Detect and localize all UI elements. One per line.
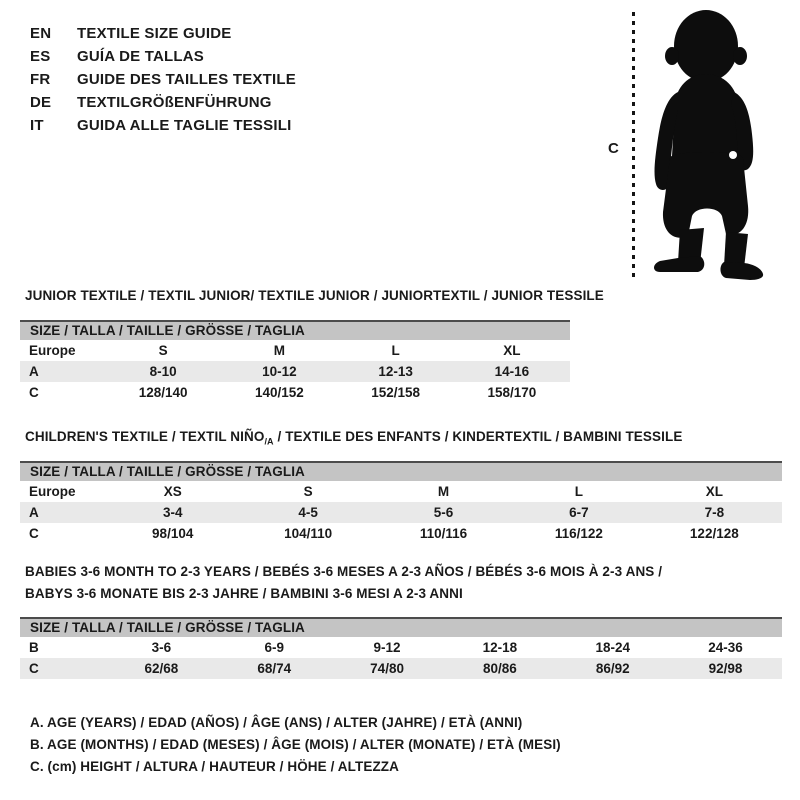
row-label: C bbox=[29, 661, 39, 676]
cell: 74/80 bbox=[370, 661, 404, 676]
table-row bbox=[20, 382, 570, 403]
cell: L bbox=[391, 343, 400, 358]
cell: 158/170 bbox=[487, 385, 537, 400]
cell: 110/116 bbox=[419, 526, 468, 541]
language-code: IT bbox=[30, 117, 44, 134]
cell: 9-12 bbox=[373, 640, 401, 655]
children-size-table bbox=[20, 461, 782, 544]
babies-size-table bbox=[20, 617, 782, 679]
row-label: A bbox=[29, 505, 39, 520]
cell: S bbox=[303, 484, 313, 499]
row-label: A bbox=[29, 364, 39, 379]
row-label: Europe bbox=[29, 343, 76, 358]
note-c: C. (cm) HEIGHT / ALTURA / HAUTEUR / HÖHE / ALTEZZA bbox=[30, 759, 399, 774]
table-row bbox=[20, 502, 782, 523]
children-section-title bbox=[25, 429, 682, 447]
cell: 10-12 bbox=[262, 364, 297, 379]
language-title: TEXTILGRÖßENFÜHRUNG bbox=[77, 94, 272, 111]
cell: 3-4 bbox=[162, 505, 183, 520]
cell: 98/104 bbox=[152, 526, 194, 541]
height-dotted-line bbox=[632, 12, 635, 278]
cell: 5-6 bbox=[433, 505, 454, 520]
language-row-de bbox=[30, 91, 296, 114]
language-title: GUIDE DES TAILLES TEXTILE bbox=[77, 71, 296, 88]
legend-notes bbox=[30, 712, 561, 778]
cell: 116/122 bbox=[554, 526, 603, 541]
cell: 24-36 bbox=[708, 640, 743, 655]
cell: 140/152 bbox=[254, 385, 304, 400]
table-row bbox=[20, 637, 782, 658]
row-label: C bbox=[29, 526, 39, 541]
language-row-es bbox=[30, 45, 296, 68]
children-title-pre: CHILDREN'S TEXTILE / TEXTIL NIÑO bbox=[25, 429, 265, 444]
language-title: GUIDA ALLE TAGLIE TESSILI bbox=[77, 117, 292, 134]
row-label: B bbox=[29, 640, 39, 655]
cell: 12-13 bbox=[378, 364, 413, 379]
note-b: B. AGE (MONTHS) / EDAD (MESES) / ÂGE (MOIS) / ALTER (MONATE) / ETÀ (MESI) bbox=[30, 737, 561, 752]
language-code: ES bbox=[30, 48, 51, 65]
cell: 14-16 bbox=[494, 364, 530, 379]
language-row-en bbox=[30, 22, 296, 45]
language-code: EN bbox=[30, 25, 52, 42]
babies-section-title bbox=[25, 561, 662, 605]
junior-size-table bbox=[20, 320, 570, 403]
language-title: TEXTILE SIZE GUIDE bbox=[77, 25, 232, 42]
junior-section-title: JUNIOR TEXTILE / TEXTIL JUNIOR/ TEXTILE JUNIOR / JUNIORTEXTIL / JUNIOR TESSILE bbox=[25, 288, 604, 303]
babies-title-line1: BABIES 3-6 MONTH TO 2-3 YEARS / BEBÉS 3-6 MESES A 2-3 AÑOS / BÉBÉS 3-6 MOIS À 2-3 ANS / bbox=[25, 564, 663, 579]
row-label: Europe bbox=[29, 484, 76, 499]
cell: 104/110 bbox=[284, 526, 333, 541]
language-list bbox=[30, 22, 296, 137]
note-a: A. AGE (YEARS) / EDAD (AÑOS) / ÂGE (ANS) / ALTER (JAHRE) / ETÀ (ANNI) bbox=[30, 715, 523, 730]
cell: 4-5 bbox=[298, 505, 318, 520]
size-header-band: SIZE / TALLA / TAILLE / GRÖSSE / TAGLIA bbox=[20, 461, 782, 481]
cell: 6-9 bbox=[264, 640, 284, 655]
cell: XL bbox=[705, 484, 723, 499]
babies-title-line2: BABYS 3-6 MONATE BIS 2-3 JAHRE / BAMBINI 3-6 MESI A 2-3 ANNI bbox=[25, 586, 463, 601]
language-row-it bbox=[30, 114, 296, 137]
cell: 80/86 bbox=[483, 661, 517, 676]
cell: M bbox=[437, 484, 450, 499]
cell: 7-8 bbox=[704, 505, 725, 520]
cell: 86/92 bbox=[595, 661, 630, 676]
size-header-band: SIZE / TALLA / TAILLE / GRÖSSE / TAGLIA bbox=[20, 617, 782, 637]
cell: S bbox=[158, 343, 168, 358]
language-code: FR bbox=[30, 71, 51, 88]
cell: XL bbox=[503, 343, 521, 358]
language-row-fr bbox=[30, 68, 296, 91]
height-measure-label: C bbox=[608, 140, 619, 157]
table-row bbox=[20, 481, 782, 502]
language-code: DE bbox=[30, 94, 52, 111]
table-row bbox=[20, 340, 570, 361]
cell: 62/68 bbox=[144, 661, 179, 676]
children-title-subscript: /A bbox=[264, 436, 274, 447]
cell: 68/74 bbox=[257, 661, 292, 676]
cell: 3-6 bbox=[151, 640, 172, 655]
cell: L bbox=[574, 484, 584, 499]
table-row bbox=[20, 658, 782, 679]
table-row bbox=[20, 361, 570, 382]
cell: 18-24 bbox=[595, 640, 630, 655]
cell: M bbox=[273, 343, 285, 358]
cell: 152/158 bbox=[371, 385, 421, 400]
children-title-post: / TEXTILE DES ENFANTS / KINDERTEXTIL / BAMBINI TESSILE bbox=[273, 429, 683, 444]
cell: 92/98 bbox=[708, 661, 743, 676]
cell: 8-10 bbox=[149, 364, 177, 379]
cell: 6-7 bbox=[569, 505, 589, 520]
cell: 122/128 bbox=[689, 526, 739, 541]
cell: XS bbox=[163, 484, 182, 499]
size-header-band: SIZE / TALLA / TAILLE / GRÖSSE / TAGLIA bbox=[20, 320, 570, 340]
cell: 12-18 bbox=[482, 640, 518, 655]
row-label: C bbox=[29, 385, 39, 400]
baby-silhouette-icon bbox=[644, 6, 769, 282]
cell: 128/140 bbox=[138, 385, 188, 400]
language-title: GUÍA DE TALLAS bbox=[77, 48, 204, 65]
table-row bbox=[20, 523, 782, 544]
